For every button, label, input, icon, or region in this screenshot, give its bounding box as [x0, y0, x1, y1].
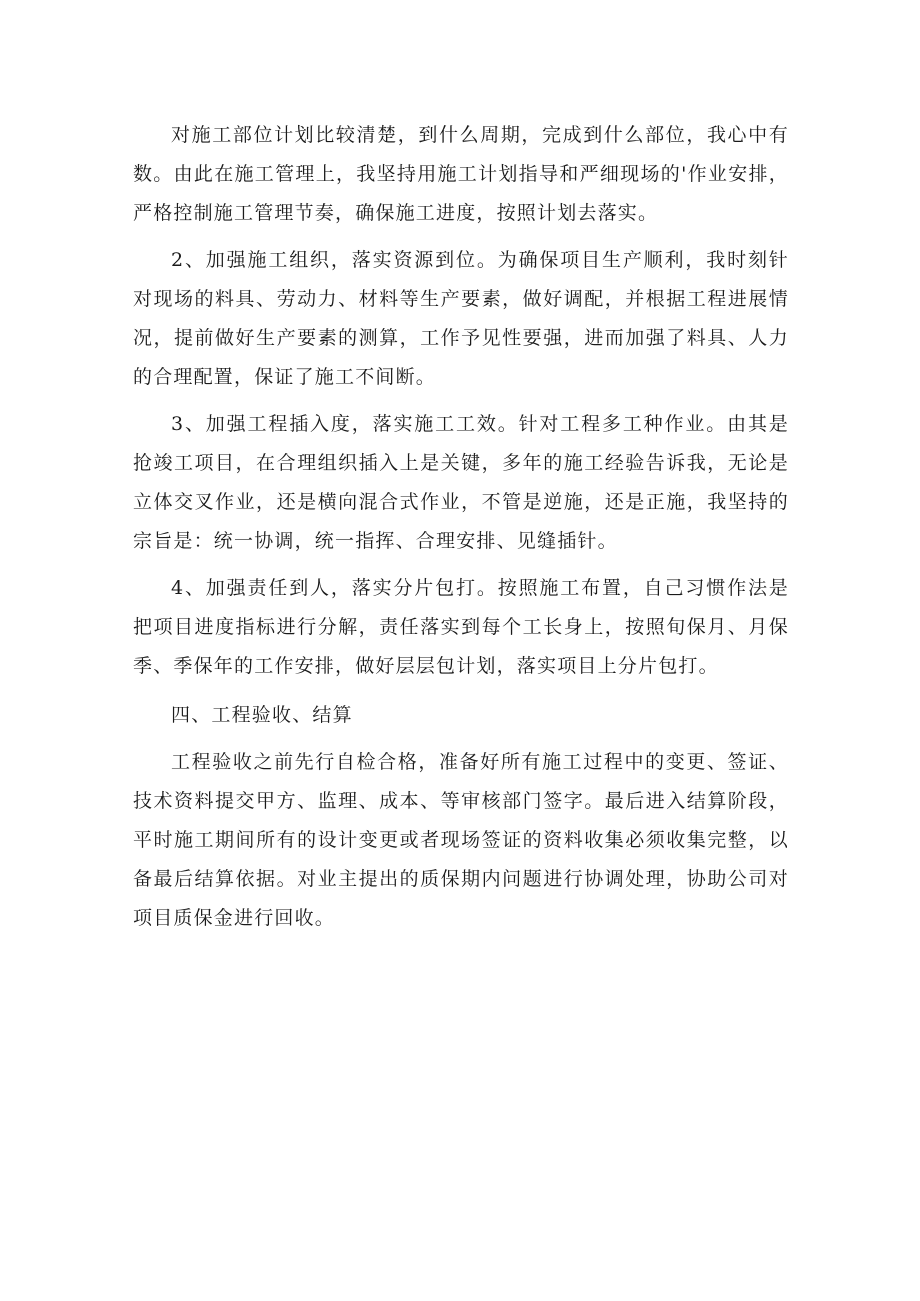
paragraph-responsibility: 4、加强责任到人，落实分片包打。按照施工布置，自己习惯作法是把项目进度指标进行分解，责任落实到每个工长身上，按照旬保月、月保季、季保年的工作安排，做好层层包计划，落实项目上分片包打。 [133, 577, 789, 677]
section-heading: 四、工程验收、结算 [171, 704, 353, 726]
paragraph-engineering-insertion: 3、加强工程插入度，落实施工工效。针对工程多工种作业。由其是抢竣工项目，在合理组织插入上是关键，多年的施工经验告诉我，无论是立体交叉作业，还是横向混合式作业，不管是逆施，还是正施，我坚持的宗旨是：统一协调，统一指挥、合理安排、见缝插针。 [133, 413, 789, 552]
document-body [133, 116, 789, 938]
paragraph-construction-organization: 2、加强施工组织，落实资源到位。为确保项目生产顺利，我时刻针对现场的料具、劳动力、材料等生产要素，做好调配，并根据工程进展情况，提前做好生产要素的测算，工作予见性要强，进而加强了料具、人力的合理配置，保证了施工不间断。 [133, 249, 789, 388]
paragraph-schedule-control: 对施工部位计划比较清楚，到什么周期，完成到什么部位，我心中有数。由此在施工管理上，我坚持用施工计划指导和严细现场的'作业安排，严格控制施工管理节奏，确保施工进度，按照计划去落实。 [133, 124, 789, 224]
paragraph-acceptance-settlement: 工程验收之前先行自检合格，准备好所有施工过程中的变更、签证、技术资料提交甲方、监理、成本、等审核部门签字。最后进入结算阶段，平时施工期间所有的设计变更或者现场签证的资料收集必须收集完整，以备最后结算依据。对业主提出的质保期内问题进行协调处理，协助公司对项目质保金进行回收。 [133, 751, 789, 929]
